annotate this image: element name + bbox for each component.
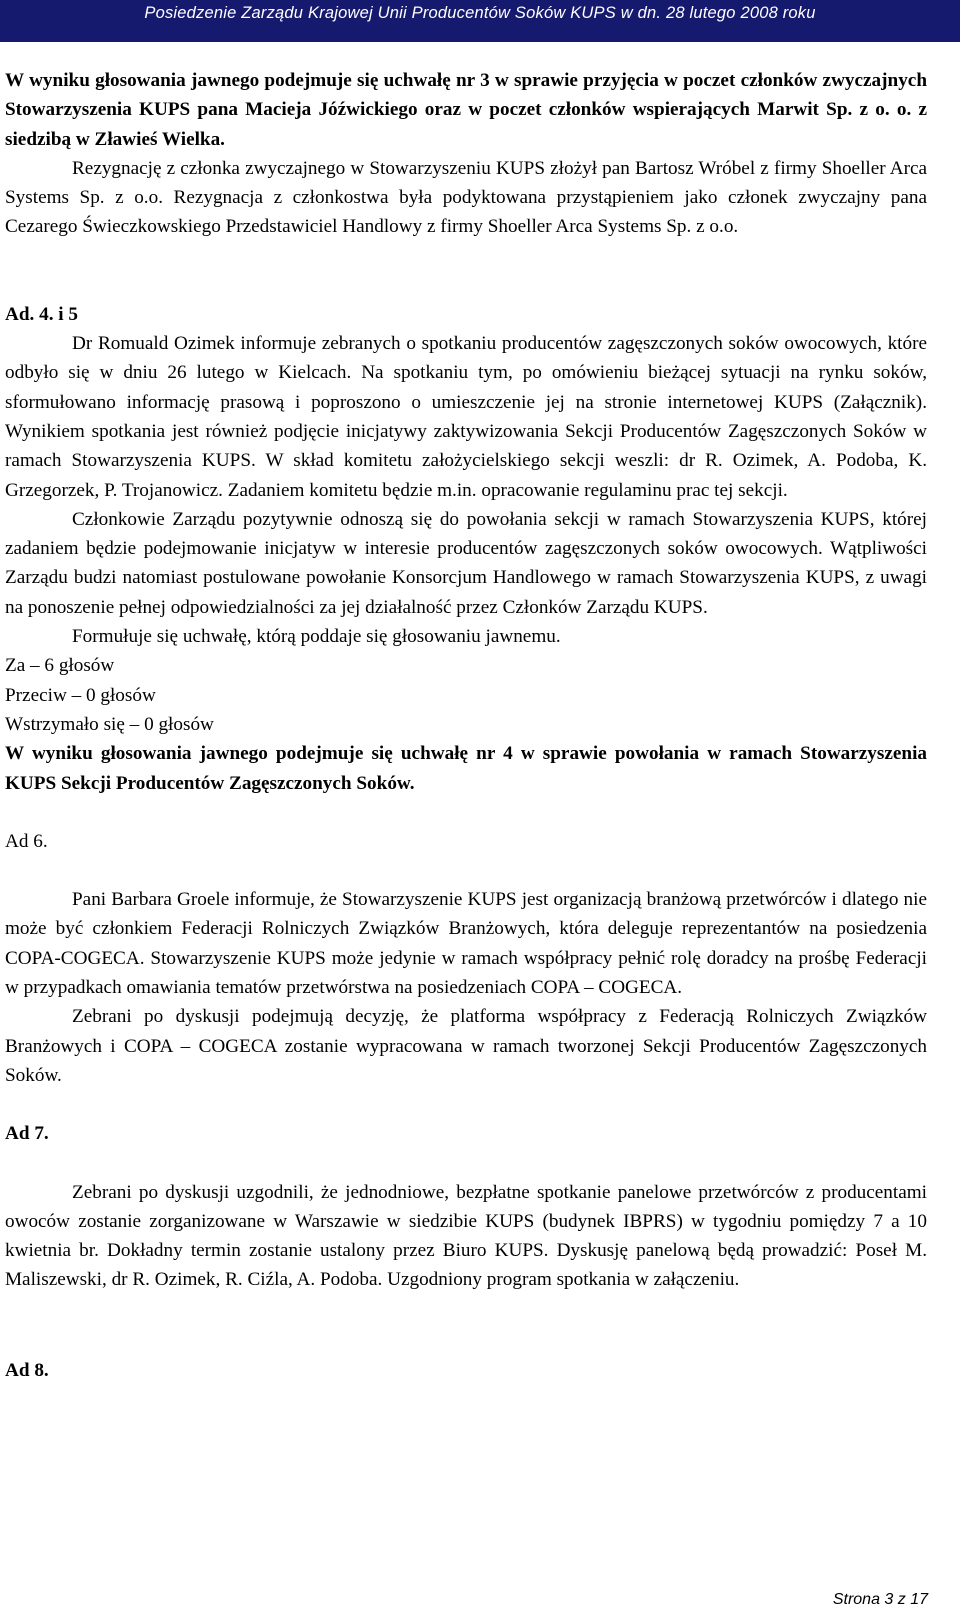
spacer: [5, 1324, 927, 1356]
ad-4-paragraph-3: Formułuje się uchwałę, którą poddaje się głosowaniu jawnemu.: [72, 626, 561, 648]
ad-4-paragraph-2: Członkowie Zarządu pozytywnie odnoszą się do powołania sekcji w ramach Stowarzyszenia KUPS, której zadaniem będzie podejmowanie inicjatyw w interesie producentów zagęszczonych soków owocowych. Wątpliwości Zarządu budzi natomiast postulowane powołanie Konsorcjum Handlowego w ramach Stowarzyszenia KUPS, z uwagi na ponoszenie pełnej odpowiedzialności za jej działalność przez Członków Zarządu KUPS.: [5, 508, 927, 618]
spacer: [5, 242, 927, 271]
ad-4-5-heading: Ad. 4. i 5: [5, 303, 79, 325]
resignation-paragraph: Rezygnację z członka zwyczajnego w Stowarzyszeniu KUPS złożył pan Bartosz Wróbel z firmy Shoeller Arca Systems Sp. z o.o. Rezygnacja z członkostwa była podyktowana przystąpieniem jako członek zwyczajny pana Cezarego Świeczkowskiego Przedstawiciel Handlowy z firmy Shoeller Arca Systems Sp. z o.o.: [5, 157, 927, 238]
ad-4-paragraph-1: Dr Romuald Ozimek informuje zebranych o spotkaniu producentów zagęszczonych soków owocowych, które odbyło się w dniu 26 lutego w Kielcach. Na spotkaniu tym, po omówieniu bieżącej sytuacji na rynku soków, sformułowano informację prasową i poproszono o umieszczenie jej na stronie internetowej KUPS (Załącznik). Wynikiem spotkania jest również podjęcie inicjatywy zaktywizowania Sekcji Producentów Zagęszczonych Soków w ramach Stowarzyszenia KUPS. W skład komitetu założycielskiego sekcji weszli: dr R. Ozimek, A. Podoba, K. Grzegorzek, P. Trojanowicz. Zadaniem komitetu będzie m.in. opracowanie regulaminu prac tej sekcji.: [5, 333, 927, 501]
spacer: [5, 856, 927, 885]
resolution-4-paragraph: W wyniku głosowania jawnego podejmuje się uchwałę nr 4 w sprawie powołania w ramach Stowarzyszenia KUPS Sekcji Producentów Zagęszczonych Soków.: [5, 743, 927, 794]
page-number: Strona 3 z 17: [832, 1591, 928, 1608]
vote-for: Za – 6 głosów: [5, 655, 115, 677]
ad-6-paragraph-2: Zebrani po dyskusji podejmują decyzję, że platforma współpracy z Federacją Rolniczych Związków Branżowych i COPA – COGECA zostanie wypracowana w ramach tworzonej Sekcji Producentów Zagęszczonych Soków.: [5, 1006, 927, 1086]
spacer: [5, 1090, 927, 1119]
document-header-title: Posiedzenie Zarządu Krajowej Unii Producentów Soków KUPS w dn. 28 lutego 2008 roku: [144, 4, 816, 22]
spacer: [5, 271, 927, 300]
ad-6-paragraph-1: Pani Barbara Groele informuje, że Stowarzyszenie KUPS jest organizacją branżową przetwórców i dlatego nie może być członkiem Federacji Rolniczych Związków Branżowych, która deleguje reprezentantów na posiedzenia COPA-COGECA. Stowarzyszenie KUPS może jedynie w ramach współpracy pełnić rolę doradcy na prośbę Federacji w przypadkach omawiania tematów przetwórstwa na posiedzeniach COPA – COGECA.: [5, 889, 927, 999]
ad-6-heading: Ad 6.: [5, 830, 48, 852]
ad-7-heading: Ad 7.: [5, 1123, 49, 1145]
header-band: [0, 0, 960, 42]
vote-against: Przeciw – 0 głosów: [5, 684, 156, 706]
vote-abstain: Wstrzymało się – 0 głosów: [5, 713, 214, 735]
ad-8-heading: Ad 8.: [5, 1359, 49, 1381]
spacer: [5, 1149, 927, 1178]
spacer: [5, 798, 927, 827]
resolution-3-paragraph: W wyniku głosowania jawnego podejmuje się uchwałę nr 3 w sprawie przyjęcia w poczet członków zwyczajnych Stowarzyszenia KUPS pana Macieja Jóźwickiego oraz w poczet członków wspierających Marwit Sp. z o. o. z siedzibą w Zławieś Wielka.: [5, 70, 927, 150]
spacer: [5, 1295, 927, 1324]
ad-7-paragraph-1: Zebrani po dyskusji uzgodnili, że jednodniowe, bezpłatne spotkanie panelowe przetwórców z producentami owoców zostanie zorganizowane w Warszawie w siedzibie KUPS (budynek IBPRS) w tygodniu pomiędzy 7 a 10 kwietnia br. Dokładny termin zostanie ustalony przez Biuro KUPS. Dyskusję panelową będą prowadzić: Poseł M. Maliszewski, dr R. Ozimek, R. Ciźla, A. Podoba. Uzgodniony program spotkania w załączeniu.: [5, 1181, 927, 1291]
document-body: [5, 66, 927, 1385]
